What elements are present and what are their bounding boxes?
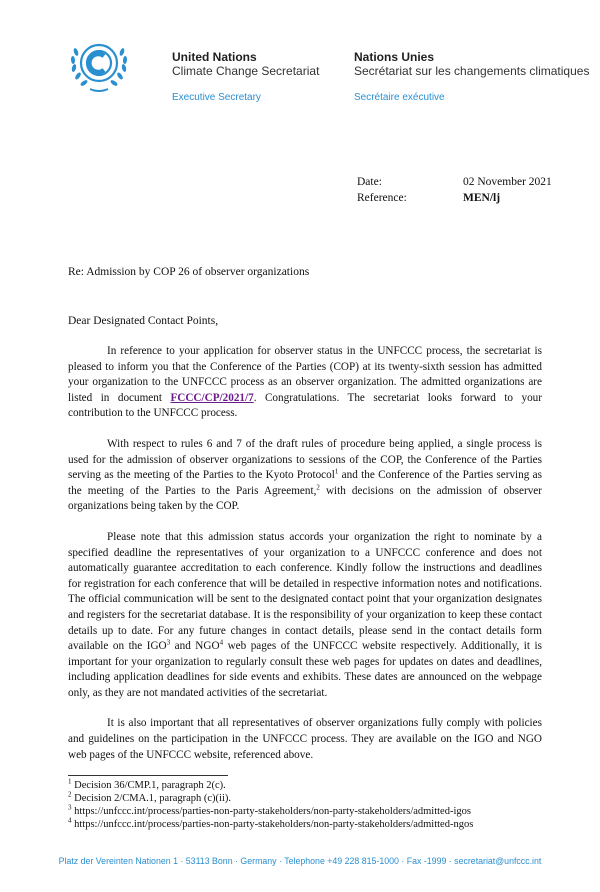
unfccc-emblem-icon bbox=[68, 36, 130, 94]
footnote-divider bbox=[68, 775, 228, 776]
org-name: United Nations bbox=[172, 50, 257, 64]
footnote-4 bbox=[68, 818, 473, 831]
footnote-3 bbox=[68, 805, 473, 818]
address-footer: Platz der Vereinten Nationen 1 · 53113 Bonn · Germany · Telephone +49 228 815-1000 · Fax -1999 · secretariat@unfccc.int bbox=[58, 856, 542, 866]
p1-text-after: . Congratulations. The secretariat looks forward to your contribution to the UNFCCC process. bbox=[68, 391, 542, 420]
p2-part-1: With respect to rules 6 and 7 of the draft rules of procedure being applied, a single process is used for the admission of observer organizations to sessions of the COP, the Conference of the Parties serving as the meeting of the Parties to the Kyoto Protocol bbox=[68, 437, 542, 482]
reference-value: MEN/lj bbox=[463, 192, 501, 204]
footnote-ref-3: 3 bbox=[166, 638, 171, 647]
reference-label: Reference: bbox=[357, 192, 407, 204]
p1-text-before: In reference to your application for observer status in the UNFCCC process, the secretariat is pleased to inform you that the Conference of the Parties (COP) at its twenty-sixth session has admitted your organization to the UNFCCC process as an observer organization. The admitted organizations are listed in document bbox=[68, 345, 542, 404]
footnote-number: 2 bbox=[68, 790, 72, 799]
footnote-1 bbox=[68, 779, 473, 792]
date-row bbox=[357, 174, 552, 190]
footnote-link[interactable]: https://unfccc.int/process/parties-non-party-stakeholders/non-party-stakeholders/admitted-ngos bbox=[71, 819, 474, 830]
paragraph-3 bbox=[68, 530, 542, 702]
footnote-2 bbox=[68, 792, 473, 805]
footnote-number: 1 bbox=[68, 777, 72, 786]
letterhead-french bbox=[354, 50, 589, 103]
document-link[interactable]: FCCC/CP/2021/7 bbox=[170, 391, 254, 404]
p3-part-3: web pages of the UNFCCC website respectively. Additionally, it is important for your organization to regularly consult these web pages for updates on dates and deadlines, including application deadlines for side events and exhibits. These dates are announced on the webpage only, as they are not mandated activities of the secretariat. bbox=[68, 640, 542, 699]
letter-body bbox=[68, 344, 542, 778]
office-name-fr: Secrétaire exécutive bbox=[354, 92, 445, 103]
office-name: Executive Secretary bbox=[172, 92, 261, 103]
footnote-link[interactable]: https://unfccc.int/process/parties-non-party-stakeholders/non-party-stakeholders/admitted-igos bbox=[71, 806, 471, 817]
footnote-text: Decision 36/CMP.1, paragraph 2(c). bbox=[71, 780, 226, 791]
p2-part-2: and the Conference of the Parties serving as the meeting of the Parties to the Paris Agreement, bbox=[68, 469, 542, 497]
org-name-fr: Nations Unies bbox=[354, 50, 435, 64]
salutation: Dear Designated Contact Points, bbox=[68, 315, 219, 327]
p3-part-1: Please note that this admission status accords your organization the right to nominate by a specified deadline the representatives of your organization to a UNFCCC conference and does not automatically guarantee accreditation to each conference. Kindly follow the instructions and deadlines for registration for each conference that will be detailed in respective information notes and notifications. The official communication will be sent to the designated contact point that your organization designates and registers for the secretariat database. It is the responsibility of your organization to keep these contact details up to date. For any future changes in contact details, please send in the contact details form available on the IGO bbox=[68, 530, 542, 653]
paragraph-1 bbox=[68, 344, 542, 422]
footnote-ref-1: 1 bbox=[334, 467, 339, 476]
letter-meta bbox=[357, 174, 552, 206]
letterhead-english bbox=[172, 50, 319, 103]
secretariat-name: Climate Change Secretariat bbox=[172, 64, 320, 78]
footnote-number: 3 bbox=[68, 803, 72, 812]
paragraph-4: It is also important that all representatives of observer organizations fully comply with policies and guidelines on the participation in the UNFCCC process. They are available on the IGO and NGO web pages of the UNFCCC website, referenced above. bbox=[68, 717, 542, 761]
footnote-text: Decision 2/CMA.1, paragraph (c)(ii). bbox=[71, 793, 231, 804]
footnote-ref-2: 2 bbox=[316, 483, 320, 492]
footnotes bbox=[68, 779, 473, 831]
footnote-number: 4 bbox=[68, 816, 72, 825]
date-label: Date: bbox=[357, 176, 382, 188]
paragraph-2 bbox=[68, 437, 542, 515]
subject-line: Re: Admission by COP 26 of observer organizations bbox=[68, 266, 310, 278]
secretariat-name-fr: Secrétariat sur les changements climatiques bbox=[354, 64, 590, 78]
p3-part-2: and NGO bbox=[170, 640, 220, 653]
footnote-ref-4: 4 bbox=[219, 638, 224, 647]
reference-row bbox=[357, 190, 552, 206]
date-value: 02 November 2021 bbox=[463, 176, 552, 188]
p2-part-3: with decisions on the admission of observer organizations being taken by the COP. bbox=[68, 484, 542, 513]
